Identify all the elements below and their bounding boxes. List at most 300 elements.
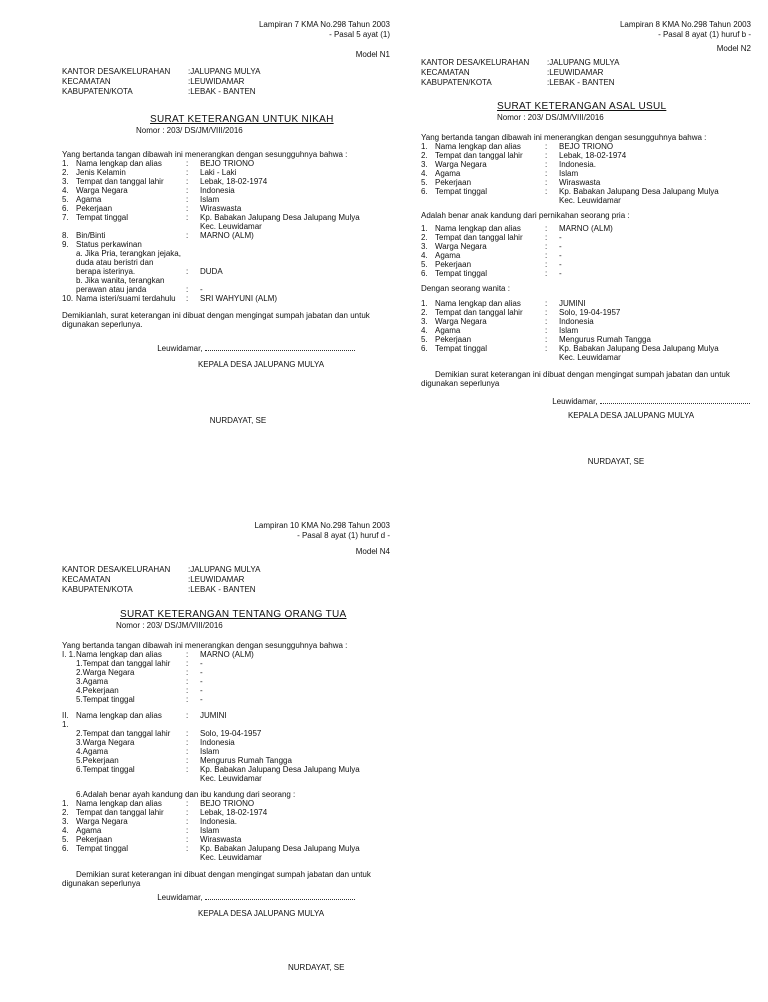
kabupaten-label: KABUPATEN/KOTA xyxy=(62,87,133,96)
item-number: 9. xyxy=(62,240,69,249)
wanita-intro: Dengan seorang wanita : xyxy=(421,284,510,293)
item-number: 6. xyxy=(421,344,428,353)
item-label: Pekerjaan xyxy=(435,178,472,187)
item-separator: : xyxy=(186,650,189,659)
item-label: Nama lengkap dan alias xyxy=(435,224,521,233)
item-number: 10. xyxy=(62,294,74,303)
item-label xyxy=(76,853,186,862)
item-value: JUMINI xyxy=(200,711,227,720)
detail-row xyxy=(62,799,390,808)
item-number xyxy=(62,659,76,668)
item-number: 2. xyxy=(421,233,428,242)
item-value: Kec. Leuwidamar xyxy=(559,353,621,362)
item-separator: : xyxy=(545,169,548,178)
item-value xyxy=(200,249,390,258)
detail-row xyxy=(62,650,390,659)
item-value: Lebak, 18-02-1974 xyxy=(559,151,627,160)
item-number: 5. xyxy=(62,195,69,204)
item-separator: : xyxy=(186,756,189,765)
kabupaten-value: :LEBAK - BANTEN xyxy=(188,585,256,594)
detail-row xyxy=(62,186,390,195)
item-separator: : xyxy=(186,835,189,844)
detail-row xyxy=(62,756,390,765)
item-separator: : xyxy=(186,668,189,677)
item-number: 5. xyxy=(62,835,69,844)
item-number: 4. xyxy=(421,251,428,260)
item-separator xyxy=(186,249,200,258)
item-number: 3. xyxy=(62,817,69,826)
kantor-label: KANTOR DESA/KELURAHAN xyxy=(421,58,530,67)
item-value: - xyxy=(200,686,203,695)
signer-office: KEPALA DESA JALUPANG MULYA xyxy=(567,411,695,420)
item-number xyxy=(62,276,76,285)
item-label xyxy=(435,196,545,205)
item-number xyxy=(62,686,76,695)
item-value: Solo, 19-04-1957 xyxy=(559,308,621,317)
item-label xyxy=(435,353,545,362)
item-separator: : xyxy=(186,159,189,168)
item-label: berapa isterinya. xyxy=(76,267,136,276)
item-value: - xyxy=(559,269,562,278)
detail-list xyxy=(62,159,390,303)
intro-text: Yang bertanda tangan dibawah ini menerangkan dengan sesungguhnya bahwa : xyxy=(62,150,348,159)
kecamatan-value: :LEUWIDAMAR xyxy=(547,68,604,77)
kecamatan-row xyxy=(62,77,390,87)
item-label: Tempat dan tanggal lahir xyxy=(76,808,164,817)
document-number: Nomor : 203/ DS/JM/VIII/2016 xyxy=(116,621,223,630)
detail-row xyxy=(421,317,751,326)
item-value: MARNO (ALM) xyxy=(200,650,254,659)
item-number: 1. xyxy=(421,224,428,233)
item-value: Kp. Babakan Jalupang Desa Jalupang Mulya xyxy=(200,213,360,222)
item-label: Agama xyxy=(435,169,461,178)
item-separator: : xyxy=(186,826,189,835)
item-number xyxy=(62,222,76,231)
item-label: Nama lengkap dan alias xyxy=(76,650,162,659)
detail-row xyxy=(421,353,751,362)
intro-text: Yang bertanda tangan dibawah ini menerangkan dengan sesungguhnya bahwa : xyxy=(421,133,707,142)
detail-row xyxy=(62,817,390,826)
signature-place xyxy=(421,396,751,407)
item-label: Nama lengkap dan alias xyxy=(76,799,162,808)
detail-row xyxy=(62,835,390,844)
detail-list-anak xyxy=(62,799,390,862)
item-value: Islam xyxy=(200,826,220,835)
closing-text: Demikian surat keterangan ini dibuat dengan mengingat sumpah jabatan dan untuk digunakan seperlunya xyxy=(62,870,371,888)
lampiran-text: Lampiran 10 KMA No.298 Tahun 2003 xyxy=(254,521,390,530)
item-value xyxy=(200,240,390,249)
item-number xyxy=(62,695,76,704)
item-value: Mengurus Rumah Tangga xyxy=(200,756,292,765)
pasal-text: - Pasal 8 ayat (1) huruf d - xyxy=(297,531,390,540)
item-separator xyxy=(186,258,200,267)
item-number: 6. xyxy=(421,187,428,196)
detail-row xyxy=(421,344,751,353)
detail-row xyxy=(421,160,751,169)
item-separator xyxy=(186,853,200,862)
item-separator: : xyxy=(545,299,548,308)
item-label: Agama xyxy=(435,251,461,260)
item-label: Agama xyxy=(76,195,102,204)
item-number xyxy=(62,747,76,756)
item-separator: : xyxy=(186,817,189,826)
item-number: 6. xyxy=(62,844,69,853)
item-value: Islam xyxy=(559,326,579,335)
office-header xyxy=(421,58,751,88)
form-n2 xyxy=(421,20,751,467)
item-label: Warga Negara xyxy=(76,817,128,826)
detail-row xyxy=(62,222,390,231)
item-separator: : xyxy=(186,177,189,186)
detail-row xyxy=(62,258,390,267)
kabupaten-value: :LEBAK - BANTEN xyxy=(547,78,615,87)
item-number: 4. xyxy=(62,186,69,195)
item-value xyxy=(200,258,390,267)
item-number xyxy=(62,668,76,677)
detail-row xyxy=(62,231,390,240)
item-label: a. Jika Pria, terangkan jejaka, xyxy=(76,249,181,258)
item-value: Kp. Babakan Jalupang Desa Jalupang Mulya xyxy=(559,187,719,196)
item-value: MARNO (ALM) xyxy=(200,231,254,240)
item-value: - xyxy=(559,233,562,242)
item-value: Kec. Leuwidamar xyxy=(200,222,262,231)
detail-row xyxy=(62,808,390,817)
item-number: 2. xyxy=(421,151,428,160)
item-separator: : xyxy=(186,677,189,686)
kantor-label: KANTOR DESA/KELURAHAN xyxy=(62,67,171,76)
kabupaten-label: KABUPATEN/KOTA xyxy=(421,78,492,87)
detail-row xyxy=(421,169,751,178)
detail-row xyxy=(421,260,751,269)
detail-row xyxy=(62,204,390,213)
document-number: Nomor : 203/ DS/JM/VIII/2016 xyxy=(136,126,243,135)
pasal-text: - Pasal 8 ayat (1) huruf b - xyxy=(658,30,751,39)
detail-row xyxy=(421,142,751,151)
office-header xyxy=(62,565,390,595)
item-separator: : xyxy=(186,213,189,222)
item-value: - xyxy=(559,260,562,269)
detail-row xyxy=(421,187,751,196)
anak-intro: 6.Adalah benar ayah kandung dan ibu kandung dari seorang : xyxy=(76,790,296,799)
detail-row xyxy=(421,335,751,344)
detail-row xyxy=(421,178,751,187)
detail-row xyxy=(62,844,390,853)
item-number: 5. xyxy=(421,335,428,344)
item-value: Lebak, 18-02-1974 xyxy=(200,808,268,817)
item-number: 1. xyxy=(421,299,428,308)
detail-row xyxy=(62,659,390,668)
item-label: Pekerjaan xyxy=(76,835,113,844)
item-value: Laki - Laki xyxy=(200,168,237,177)
detail-row xyxy=(421,308,751,317)
item-number xyxy=(62,853,76,862)
detail-row xyxy=(62,195,390,204)
item-separator: : xyxy=(545,269,548,278)
signer-office: KEPALA DESA JALUPANG MULYA xyxy=(197,909,325,918)
item-label: Pekerjaan xyxy=(435,260,472,269)
item-number: 7. xyxy=(62,213,69,222)
item-value: Kp. Babakan Jalupang Desa Jalupang Mulya xyxy=(200,844,360,853)
detail-row xyxy=(62,668,390,677)
document-title: SURAT KETERANGAN ASAL USUL xyxy=(497,101,667,112)
form-n1 xyxy=(62,20,390,426)
item-separator: : xyxy=(545,326,548,335)
detail-row xyxy=(62,240,390,249)
item-number: 6. xyxy=(62,204,69,213)
kabupaten-row xyxy=(62,585,390,595)
pasal-text: - Pasal 5 ayat (1) xyxy=(329,30,390,39)
item-label xyxy=(76,774,186,783)
detail-row xyxy=(421,251,751,260)
kecamatan-label: KECAMATAN xyxy=(421,68,470,77)
item-separator xyxy=(186,276,200,285)
detail-row xyxy=(421,224,751,233)
item-number: 3. xyxy=(421,160,428,169)
item-separator: : xyxy=(545,260,548,269)
item-label: Warga Negara xyxy=(435,242,487,251)
detail-row xyxy=(62,294,390,303)
item-number: 5. xyxy=(421,260,428,269)
place-date: Leuwidamar, xyxy=(157,344,205,353)
item-number xyxy=(62,774,76,783)
detail-row xyxy=(62,159,390,168)
item-label: 3.Agama xyxy=(76,677,109,686)
item-separator: : xyxy=(186,765,189,774)
document-title: SURAT KETERANGAN UNTUK NIKAH xyxy=(150,114,334,125)
item-label: 2.Warga Negara xyxy=(76,668,135,677)
detail-row xyxy=(62,711,390,729)
detail-row xyxy=(421,326,751,335)
item-number: 5. xyxy=(421,178,428,187)
signer-name: NURDAYAT, SE xyxy=(288,963,345,972)
item-number: 2. xyxy=(62,168,69,177)
item-value: - xyxy=(559,242,562,251)
model-label: Model N1 xyxy=(355,50,390,59)
kantor-row xyxy=(421,58,751,68)
detail-row xyxy=(62,747,390,756)
item-separator: : xyxy=(186,738,189,747)
item-number: 1. xyxy=(62,799,69,808)
item-label: Jenis Kelamin xyxy=(76,168,126,177)
item-label: Nama lengkap dan alias xyxy=(435,142,521,151)
detail-row xyxy=(62,276,390,285)
detail-row xyxy=(62,677,390,686)
intro-text: Yang bertanda tangan dibawah ini menerangkan dengan sesungguhnya bahwa : xyxy=(62,641,348,650)
item-number: 1. xyxy=(62,159,69,168)
item-label: Tempat tinggal xyxy=(76,213,129,222)
item-separator: : xyxy=(186,686,189,695)
lampiran-ref xyxy=(62,521,390,541)
item-separator xyxy=(186,240,200,249)
item-label: Pekerjaan xyxy=(435,335,472,344)
item-label: Warga Negara xyxy=(76,186,128,195)
item-separator: : xyxy=(186,204,189,213)
item-value: - xyxy=(200,285,203,294)
item-label: Nama lengkap dan alias xyxy=(76,711,162,720)
detail-list-ibu xyxy=(421,299,751,362)
item-separator: : xyxy=(545,151,548,160)
item-value: Wiraswasta xyxy=(200,204,242,213)
item-separator: : xyxy=(545,142,548,151)
kecamatan-row xyxy=(421,68,751,78)
kecamatan-value: :LEUWIDAMAR xyxy=(188,575,245,584)
place-date: Leuwidamar, xyxy=(157,893,205,902)
document-number: Nomor : 203/ DS/JM/VIII/2016 xyxy=(497,113,604,122)
item-separator: : xyxy=(186,844,189,853)
detail-list-ayah xyxy=(421,224,751,278)
item-number xyxy=(62,677,76,686)
detail-row xyxy=(62,686,390,695)
date-blank-line xyxy=(205,343,355,351)
lampiran-ref xyxy=(421,20,751,40)
item-label: Nama isteri/suami terdahulu xyxy=(76,294,176,303)
item-separator xyxy=(186,222,200,231)
item-separator: : xyxy=(545,187,548,196)
item-number: 3. xyxy=(421,242,428,251)
item-separator: : xyxy=(545,317,548,326)
item-label: 1.Tempat dan tanggal lahir xyxy=(76,659,171,668)
closing-text: Demikianlah, surat keterangan ini dibuat dengan mengingat sumpah jabatan dan untuk digunakan seperlunya. xyxy=(62,311,370,329)
item-separator: : xyxy=(186,799,189,808)
item-label: 3.Warga Negara xyxy=(76,738,135,747)
item-value: Kp. Babakan Jalupang Desa Jalupang Mulya xyxy=(559,344,719,353)
item-label: Tempat dan tanggal lahir xyxy=(435,233,523,242)
item-value: Islam xyxy=(200,747,220,756)
item-value: Kp. Babakan Jalupang Desa Jalupang Mulya xyxy=(200,765,360,774)
kecamatan-value: :LEUWIDAMAR xyxy=(188,77,245,86)
detail-row xyxy=(421,196,751,205)
detail-row xyxy=(62,826,390,835)
item-number: 4. xyxy=(421,169,428,178)
item-value: Lebak, 18-02-1974 xyxy=(200,177,268,186)
item-value: BEJO TRIONO xyxy=(200,159,255,168)
detail-list-ibu xyxy=(62,711,390,783)
lampiran-ref xyxy=(62,20,390,40)
kabupaten-value: :LEBAK - BANTEN xyxy=(188,87,256,96)
item-label: Agama xyxy=(76,826,102,835)
item-value: - xyxy=(200,677,203,686)
item-label: b. Jika wanita, terangkan xyxy=(76,276,165,285)
detail-row xyxy=(62,285,390,294)
detail-row xyxy=(62,695,390,704)
item-separator: : xyxy=(545,344,548,353)
item-number xyxy=(62,267,76,276)
item-label: duda atau beristri dan xyxy=(76,258,154,267)
item-value: Kec. Leuwidamar xyxy=(559,196,621,205)
detail-row xyxy=(62,177,390,186)
item-value: Indonesia xyxy=(200,738,235,747)
item-number xyxy=(421,196,435,205)
item-separator: : xyxy=(186,231,189,240)
document-title: SURAT KETERANGAN TENTANG ORANG TUA xyxy=(120,609,347,620)
kantor-value: :JALUPANG MULYA xyxy=(547,58,620,67)
kabupaten-row xyxy=(421,78,751,88)
item-separator xyxy=(545,196,559,205)
kabupaten-row xyxy=(62,87,390,97)
item-number: II. 1. xyxy=(62,711,69,729)
item-value: BEJO TRIONO xyxy=(200,799,255,808)
kantor-row xyxy=(62,565,390,575)
item-label: Tempat tinggal xyxy=(435,344,488,353)
lampiran-text: Lampiran 7 KMA No.298 Tahun 2003 xyxy=(258,20,390,29)
item-separator: : xyxy=(186,747,189,756)
item-separator xyxy=(186,774,200,783)
kabupaten-label: KABUPATEN/KOTA xyxy=(62,585,133,594)
item-number xyxy=(62,765,76,774)
kantor-value: :JALUPANG MULYA xyxy=(188,565,261,574)
item-separator: : xyxy=(545,178,548,187)
item-separator: : xyxy=(186,186,189,195)
item-number: 3. xyxy=(421,317,428,326)
item-label: perawan atau janda xyxy=(76,285,147,294)
item-label: Tempat dan tanggal lahir xyxy=(76,177,164,186)
item-number: 8. xyxy=(62,231,69,240)
item-separator: : xyxy=(545,224,548,233)
item-separator: : xyxy=(186,195,189,204)
item-number xyxy=(62,249,76,258)
item-number: 1. xyxy=(421,142,428,151)
item-label: Status perkawinan xyxy=(76,240,142,249)
item-label: 2.Tempat dan tanggal lahir xyxy=(76,729,171,738)
item-label: 6.Tempat tinggal xyxy=(76,765,135,774)
detail-row xyxy=(62,765,390,774)
item-separator: : xyxy=(545,251,548,260)
item-value: Wiraswasta xyxy=(559,178,601,187)
date-blank-line xyxy=(600,396,750,404)
item-label: Agama xyxy=(435,326,461,335)
item-value: Islam xyxy=(200,195,220,204)
signer-name: NURDAYAT, SE xyxy=(209,416,267,425)
signature-place xyxy=(62,892,390,903)
detail-row xyxy=(421,299,751,308)
item-value xyxy=(200,276,390,285)
detail-list-ayah xyxy=(62,650,390,704)
detail-row xyxy=(62,168,390,177)
detail-row xyxy=(62,738,390,747)
item-number: 6. xyxy=(421,269,428,278)
item-label: Tempat tinggal xyxy=(435,187,488,196)
item-label: Tempat dan tanggal lahir xyxy=(435,151,523,160)
item-value: SRI WAHYUNI (ALM) xyxy=(200,294,278,303)
detail-row xyxy=(421,233,751,242)
item-value: BEJO TRIONO xyxy=(559,142,614,151)
item-label: Tempat dan tanggal lahir xyxy=(435,308,523,317)
detail-row xyxy=(62,853,390,862)
item-value: DUDA xyxy=(200,267,223,276)
item-separator: : xyxy=(186,659,189,668)
office-header xyxy=(62,67,390,97)
detail-row xyxy=(62,267,390,276)
kantor-value: :JALUPANG MULYA xyxy=(188,67,261,76)
item-number: 2. xyxy=(421,308,428,317)
item-value: Indonesia. xyxy=(200,817,237,826)
item-label: 5.Tempat tinggal xyxy=(76,695,135,704)
item-separator: : xyxy=(186,294,189,303)
signer-name: NURDAYAT, SE xyxy=(587,457,645,466)
item-number xyxy=(62,258,76,267)
item-value: - xyxy=(200,659,203,668)
item-value: MARNO (ALM) xyxy=(559,224,613,233)
item-number xyxy=(62,738,76,747)
item-number xyxy=(62,756,76,765)
detail-row xyxy=(421,242,751,251)
closing-text: Demikian surat keterangan ini dibuat dengan mengingat sumpah jabatan dan untuk digunakan seperlunya xyxy=(421,370,730,388)
item-separator: : xyxy=(545,308,548,317)
kecamatan-row xyxy=(62,575,390,585)
form-n4 xyxy=(62,521,390,973)
item-value: Indonesia xyxy=(200,186,235,195)
signature-place xyxy=(62,343,390,354)
